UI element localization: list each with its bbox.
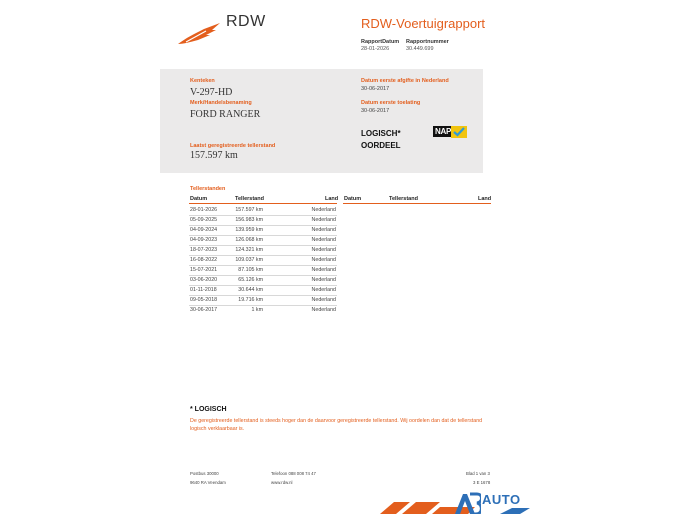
footer-code: 3 E 1678 xyxy=(473,480,491,485)
rapport-datum-value: 28-01-2026 xyxy=(361,46,390,52)
table-row: 15-07-2021 87.105 km Nederland xyxy=(189,265,337,276)
table-row: 01-11-2018 30.644 km Nederland xyxy=(189,285,337,296)
table-row: 18-07-2023 124.321 km Nederland xyxy=(189,245,337,256)
rapport-nummer-value: 30.449.699 xyxy=(406,46,434,52)
kenteken-value: V-297-HD xyxy=(190,87,233,98)
note-title: * LOGISCH xyxy=(190,406,227,413)
table-row: 30-06-2017 1 km Nederland xyxy=(190,307,336,313)
nap-check-icon xyxy=(451,126,467,138)
th-datum-2: Datum xyxy=(344,196,362,202)
rdw-logo xyxy=(176,20,222,46)
table-row: 05-09-2025 156.983 km Nederland xyxy=(189,215,337,226)
teller-value: 157.597 km xyxy=(190,150,238,161)
watermark-logo xyxy=(453,490,523,514)
eerste-toelating-value: 30-06-2017 xyxy=(361,108,390,114)
oordeel-line2: OORDEEL xyxy=(361,141,401,150)
merk-value: FORD RANGER xyxy=(190,109,261,120)
nap-logo xyxy=(433,126,467,139)
th-tellerstand: Tellerstand xyxy=(235,196,264,202)
eerste-toelating-label: Datum eerste toelating xyxy=(361,100,421,106)
tellerstanden-title: Tellerstanden xyxy=(190,186,226,192)
rapport-datum-label: RapportDatum xyxy=(361,39,400,45)
th-datum: Datum xyxy=(190,196,208,202)
nap-logo-text: NAP xyxy=(435,127,451,136)
footer-address: 9640 RA Veendam xyxy=(190,480,226,485)
rdw-feather-icon xyxy=(176,20,222,46)
th-land-2: Land xyxy=(478,196,492,202)
watermark-ab-icon xyxy=(453,490,481,514)
eerste-afgifte-value: 30-06-2017 xyxy=(361,86,390,92)
table-rule-left xyxy=(189,203,337,204)
teller-label: Laatst geregistreerde tellerstand xyxy=(190,143,276,149)
oordeel-line1: LOGISCH* xyxy=(361,129,401,138)
th-land: Land xyxy=(325,196,339,202)
rapport-nummer-label: Rapportnummer xyxy=(406,39,449,45)
table-row: 28-01-2026 157.597 km Nederland xyxy=(189,205,337,216)
report-title: RDW-Voertuigrapport xyxy=(361,16,486,31)
footer-telefoon: Telefoon 088 008 74 47 xyxy=(271,471,316,476)
note-text: De geregistreerde tellerstand is steeds hoger dan de daarvoor geregistreerde tellerstand. Wij oordelen dan dat de tellerstand logisch verklaarbaar is. xyxy=(190,418,483,432)
kenteken-label: Kenteken xyxy=(190,78,215,84)
table-row: 09-05-2018 19.716 km Nederland xyxy=(189,295,337,306)
table-row: 04-09-2024 139.959 km Nederland xyxy=(189,225,337,236)
th-tellerstand-2: Tellerstand xyxy=(389,196,418,202)
logo-text: RDW xyxy=(226,13,266,30)
table-row: 04-09-2023 126.068 km Nederland xyxy=(189,235,337,246)
eerste-afgifte-label: Datum eerste afgifte in Nederland xyxy=(361,78,449,84)
oordeel-badge xyxy=(361,128,401,152)
footer-postbus: Postbus 30000 xyxy=(190,471,219,476)
merk-label: Merk/Handelsbenaming xyxy=(190,100,252,106)
footer-website: www.rdw.nl xyxy=(271,480,293,485)
table-rule-right xyxy=(343,203,491,204)
table-row: 03-06-2020 65.126 km Nederland xyxy=(189,275,337,286)
table-row: 16-08-2022 109.037 km Nederland xyxy=(189,255,337,266)
footer-blad: Blad 1 van 3 xyxy=(466,471,490,476)
watermark-text: AUTO xyxy=(482,492,521,507)
